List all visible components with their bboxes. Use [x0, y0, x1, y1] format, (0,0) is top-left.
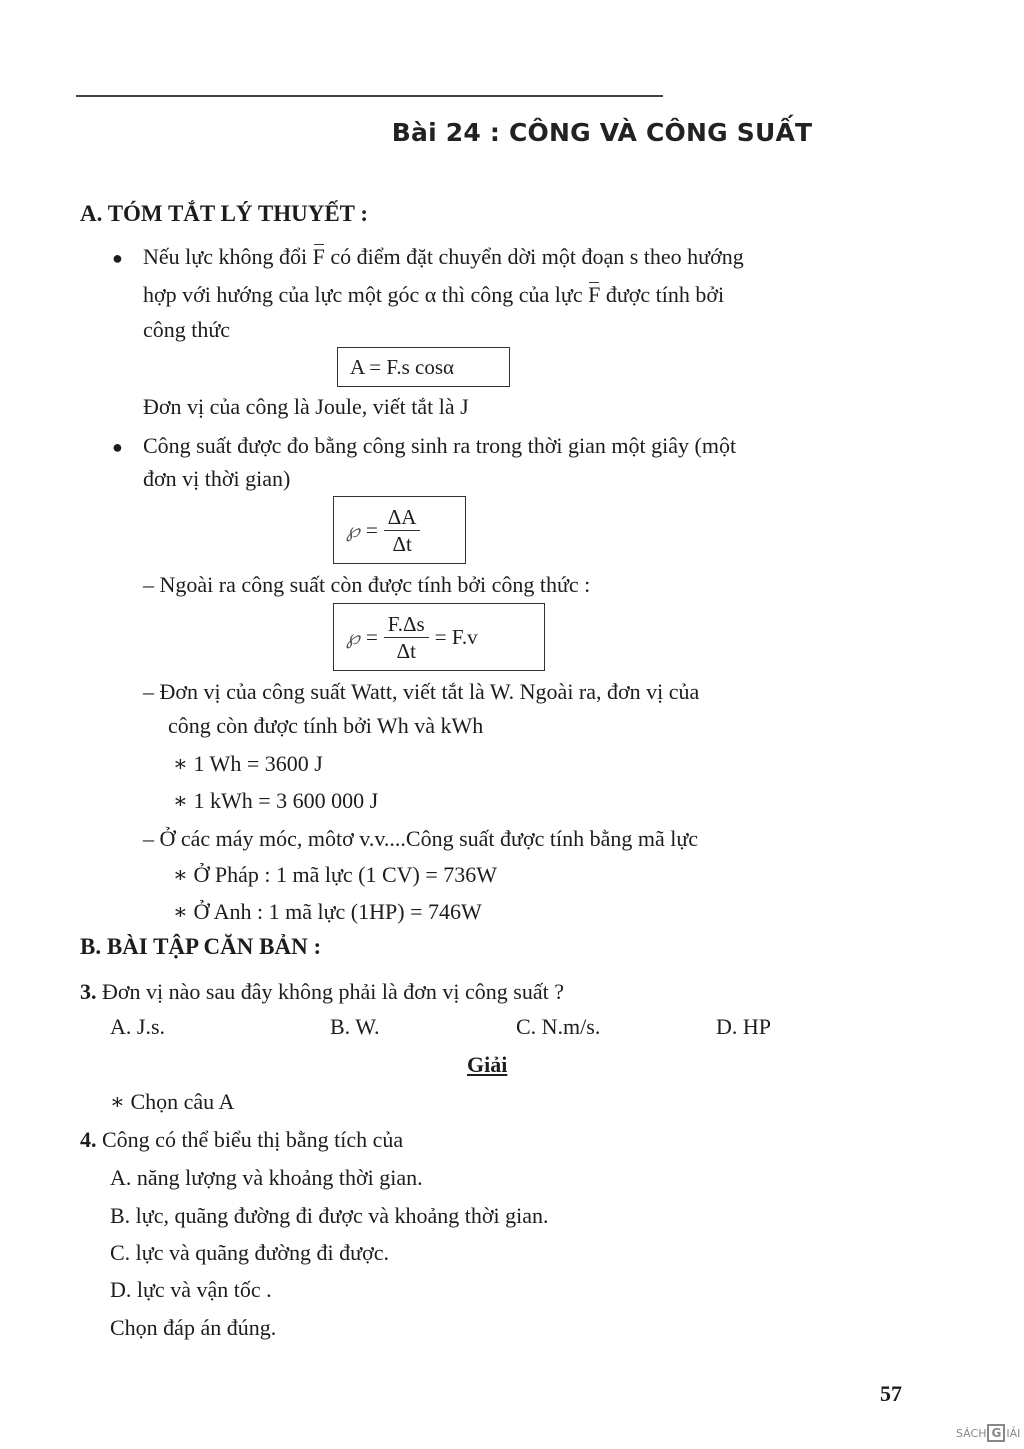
brand-logo: [956, 1424, 1020, 1442]
bullet2-line2: đơn vị thời gian): [143, 466, 291, 491]
numerator: F.Δs: [384, 611, 429, 638]
bullet-icon: ●: [112, 437, 123, 457]
question-number: 4.: [80, 1127, 97, 1152]
question-text: Đơn vị nào sau đây không phải là đơn vị công suất ?: [102, 979, 564, 1004]
text: hợp với hướng của lực một góc α thì công của lực: [143, 282, 589, 307]
kwh-conversion: ∗ 1 kWh = 3 600 000 J: [173, 788, 379, 813]
wh-conversion: ∗ 1 Wh = 3600 J: [173, 751, 323, 776]
alt-formula-intro: – Ngoài ra công suất còn được tính bởi công thức :: [143, 572, 591, 597]
q3-option-d: D. HP: [716, 1014, 772, 1039]
fraction: [384, 504, 421, 557]
text: có điểm đặt chuyển dời một đoạn s theo hướng: [324, 244, 744, 269]
horsepower-france: ∗ Ở Pháp : 1 mã lực (1 CV) = 736W: [173, 862, 498, 887]
power-unit-line1: – Đơn vị của công suất Watt, viết tắt là W. Ngoài ra, đơn vị của: [143, 679, 700, 704]
question-text: Công có thể biểu thị bằng tích của: [102, 1127, 404, 1152]
work-unit-text: Đơn vị của công là Joule, viết tắt là J: [143, 394, 469, 419]
q4-option-b: B. lực, quãng đường đi được và khoảng thời gian.: [110, 1203, 549, 1228]
power-velocity-formula-box: [333, 603, 545, 671]
power-symbol: ℘: [346, 518, 360, 542]
q4-option-c: C. lực và quãng đường đi được.: [110, 1240, 389, 1265]
vector-f: F: [588, 280, 600, 310]
question-4: [80, 1125, 403, 1155]
bullet1-line1: [143, 242, 744, 272]
denominator: Δt: [396, 638, 416, 663]
equals: =: [365, 624, 378, 649]
fraction: [384, 611, 429, 664]
brand-g-icon: G: [987, 1424, 1005, 1442]
q3-option-c: C. N.m/s.: [516, 1014, 601, 1039]
question-3: [80, 977, 564, 1007]
horsepower-england: ∗ Ở Anh : 1 mã lực (1HP) = 746W: [173, 899, 482, 924]
q3-option-a: A. J.s.: [110, 1014, 166, 1039]
power-formula-box: [333, 496, 466, 564]
brand-text: SÁCH: [956, 1426, 987, 1440]
solution-label: Giải: [467, 1052, 508, 1077]
text: Nếu lực không đổi: [143, 244, 313, 269]
q3-answer: ∗ Chọn câu A: [110, 1089, 235, 1114]
power-unit-line2: công còn được tính bởi Wh và kWh: [168, 713, 484, 738]
power-symbol: ℘: [346, 625, 360, 649]
header-rule: [76, 95, 663, 97]
q4-option-a: A. năng lượng và khoảng thời gian.: [110, 1165, 423, 1190]
work-formula: A = F.s cosα: [350, 354, 455, 379]
page-number: 57: [880, 1381, 902, 1406]
lesson-title: Bài 24 : CÔNG VÀ CÔNG SUẤT: [391, 118, 813, 147]
vector-f: F: [313, 242, 325, 272]
bullet1-line3: công thức: [143, 317, 231, 342]
question-number: 3.: [80, 979, 97, 1004]
section-a-heading: A. TÓM TẮT LÝ THUYẾT :: [80, 201, 369, 226]
q4-instruction: Chọn đáp án đúng.: [110, 1315, 277, 1340]
bullet-icon: ●: [112, 248, 123, 268]
bullet2-line1: Công suất được đo bằng công sinh ra trong thời gian một giây (một: [143, 433, 737, 458]
numerator: ΔA: [384, 504, 421, 531]
q3-option-b: B. W.: [330, 1014, 380, 1039]
q4-option-d: D. lực và vận tốc .: [110, 1277, 272, 1302]
text: được tính bởi: [600, 282, 725, 307]
rhs: = F.v: [434, 624, 478, 649]
bullet1-line2: [143, 280, 724, 310]
work-formula-box: [337, 347, 510, 387]
brand-text: IẢI: [1006, 1426, 1021, 1440]
denominator: Δt: [392, 531, 412, 556]
equals: =: [365, 517, 378, 542]
horsepower-intro: – Ở các máy móc, môtơ v.v....Công suất được tính bằng mã lực: [143, 826, 699, 851]
section-b-heading: B. BÀI TẬP CĂN BẢN :: [80, 934, 322, 959]
